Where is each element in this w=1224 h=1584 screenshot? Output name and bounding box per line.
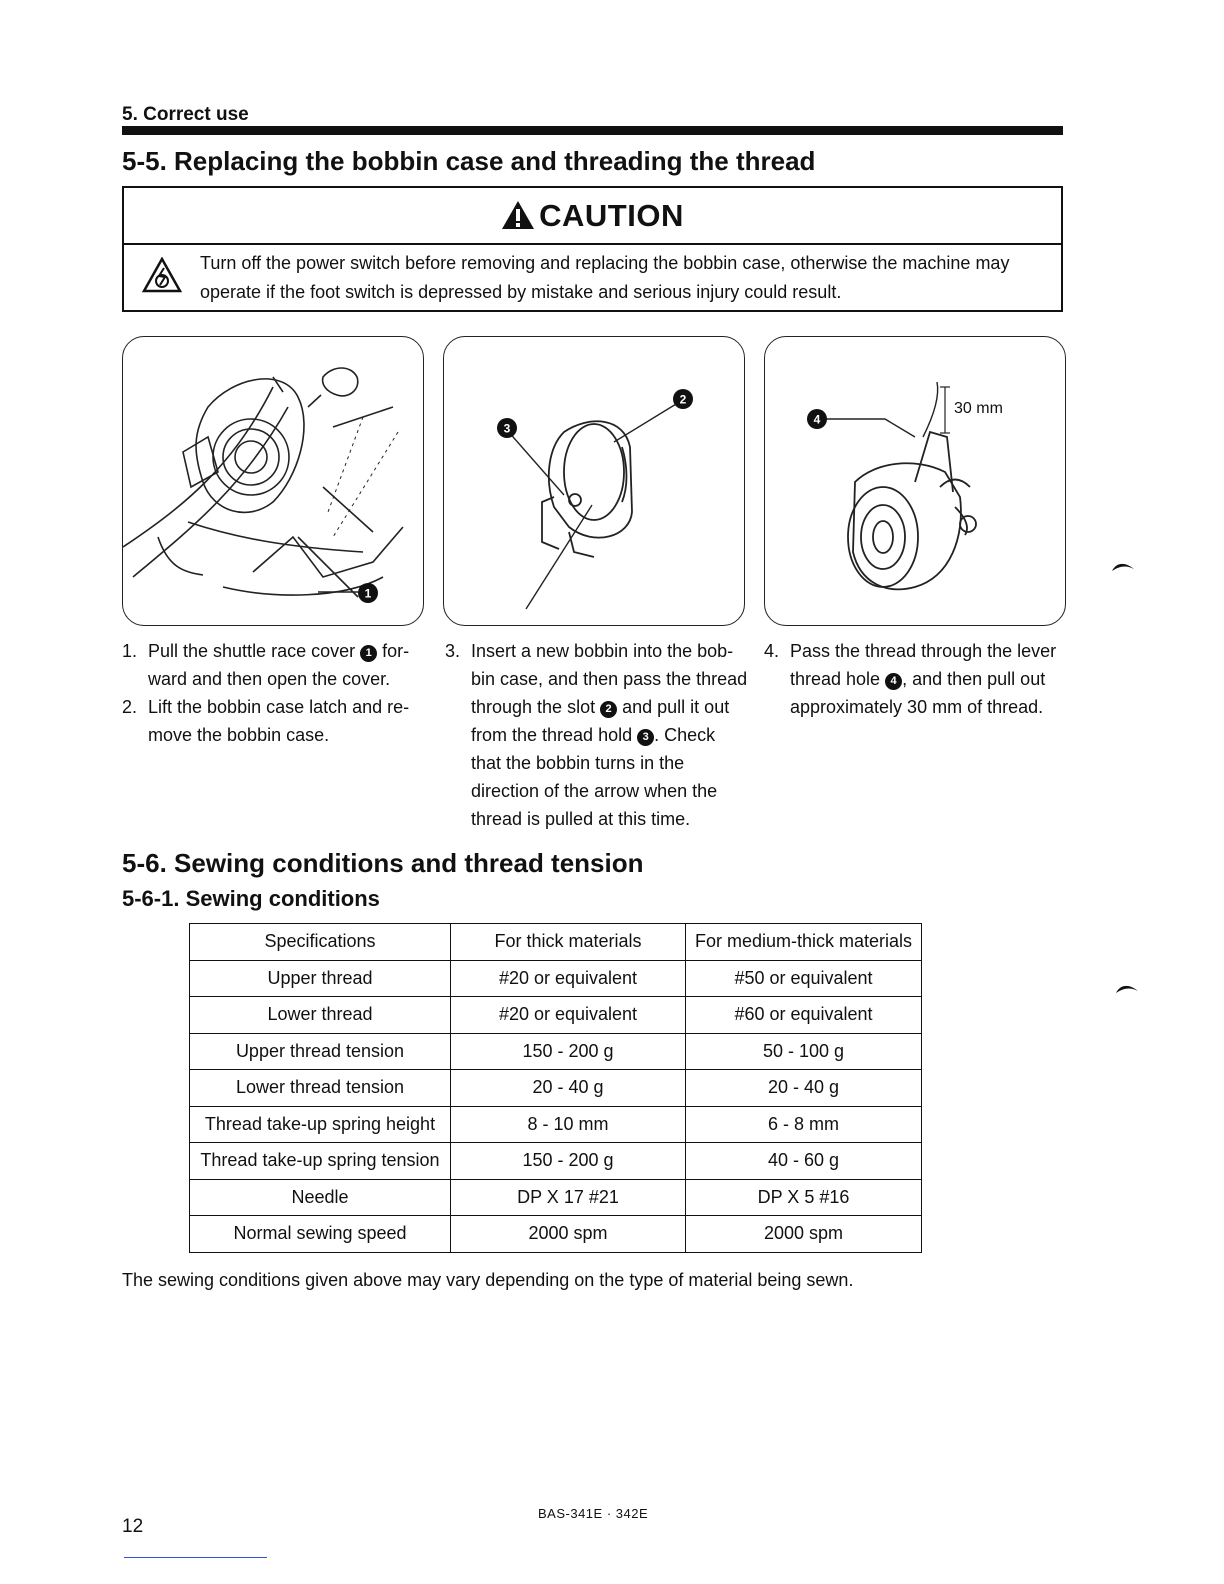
measurement-label: 30 mm xyxy=(954,400,1003,417)
table-cell: Lower thread tension xyxy=(190,1070,451,1107)
bobbin-case-illustration xyxy=(444,337,744,625)
table-row xyxy=(190,997,922,1034)
footer-model: BAS-341E · 342E xyxy=(538,1506,649,1521)
step-1-text-cont: for-ward and then open the cover. xyxy=(148,641,410,689)
caution-title: CAUTION xyxy=(539,198,684,233)
table-cell: 150 - 200 g xyxy=(451,1033,686,1070)
steps-column-3 xyxy=(764,637,1069,721)
shuttle-race-illustration xyxy=(123,337,423,625)
caution-body xyxy=(124,245,1061,310)
table-cell: Upper thread xyxy=(190,960,451,997)
table-row xyxy=(190,1179,922,1216)
step-4-text: Pass the thread through the lever thread hole xyxy=(790,641,1057,689)
caution-box xyxy=(122,186,1063,312)
step-3-text-end: . Check that the bobbin turns in the direction of the arrow when the thread is pulled at this time. xyxy=(471,725,718,829)
callout-badge-1: 1 xyxy=(360,645,377,662)
warning-triangle-icon xyxy=(501,200,535,230)
table-row xyxy=(190,1143,922,1180)
figure-shuttle-race-cover xyxy=(122,336,424,626)
margin-mark-icon xyxy=(1112,561,1134,571)
step-3 xyxy=(445,637,750,833)
step-4 xyxy=(764,637,1069,721)
table-cell: Thread take-up spring height xyxy=(190,1106,451,1143)
table-cell: Upper thread tension xyxy=(190,1033,451,1070)
section-heading: 5-6. Sewing conditions and thread tension xyxy=(122,848,644,878)
step-1-text: Pull the shuttle race cover xyxy=(148,641,356,661)
steps-column-2 xyxy=(445,637,750,833)
table-cell: 8 - 10 mm xyxy=(451,1106,686,1143)
table-cell: 40 - 60 g xyxy=(686,1143,922,1180)
callout-badge-4: 4 xyxy=(885,673,902,690)
figure-lever-thread-hole xyxy=(764,336,1066,626)
table-cell: 150 - 200 g xyxy=(451,1143,686,1180)
table-cell: 20 - 40 g xyxy=(686,1070,922,1107)
caution-text: Turn off the power switch before removing and replacing the bobbin case, otherwise the machine may operate if the foot switch is depressed by mistake and serious injury could result. xyxy=(200,253,1010,302)
step-2-number: 2. xyxy=(122,697,138,717)
table-row xyxy=(190,960,922,997)
steps-column-1 xyxy=(122,637,427,749)
table-header-cell: For thick materials xyxy=(451,924,686,961)
table-cell: #60 or equivalent xyxy=(686,997,922,1034)
table-cell: Normal sewing speed xyxy=(190,1216,451,1253)
section-label: 5. Correct use xyxy=(122,104,249,125)
caution-header xyxy=(124,188,1061,245)
step-4-number: 4. xyxy=(764,641,780,661)
table-note: The sewing conditions given above may vary depending on the type of material being sewn. xyxy=(122,1270,854,1290)
step-2 xyxy=(122,693,427,749)
table-cell: #20 or equivalent xyxy=(451,960,686,997)
step-1-number: 1. xyxy=(122,641,138,661)
table-cell: DP X 5 #16 xyxy=(686,1179,922,1216)
table-row xyxy=(190,1106,922,1143)
table-cell: 6 - 8 mm xyxy=(686,1106,922,1143)
table-cell: Needle xyxy=(190,1179,451,1216)
table-cell: Thread take-up spring tension xyxy=(190,1143,451,1180)
table-header-cell: For medium-thick materials xyxy=(686,924,922,961)
table-row xyxy=(190,1033,922,1070)
table-cell: #20 or equivalent xyxy=(451,997,686,1034)
margin-mark-icon xyxy=(1116,983,1138,993)
table-cell: 20 - 40 g xyxy=(451,1070,686,1107)
table-row xyxy=(190,1216,922,1253)
table-header-row xyxy=(190,924,922,961)
table-row xyxy=(190,1070,922,1107)
figure-callout-4: 4 xyxy=(813,412,821,427)
figure-callout-3: 3 xyxy=(503,421,511,436)
page-number: 12 xyxy=(122,1516,144,1537)
step-1 xyxy=(122,637,427,693)
step-2-text: Lift the bobbin case latch and re-move the bobbin case. xyxy=(148,697,410,745)
table-cell: #50 or equivalent xyxy=(686,960,922,997)
bobbin-thread-illustration xyxy=(765,337,1065,625)
electric-shock-warning-icon xyxy=(142,257,182,293)
page-heading: 5-5. Replacing the bobbin case and threading the thread xyxy=(122,146,816,176)
step-4-text-cont: , and then pull out approximately 30 mm of thread. xyxy=(790,669,1046,717)
figure-callout-2: 2 xyxy=(679,392,687,407)
subsection-heading: 5-6-1. Sewing conditions xyxy=(122,886,380,911)
step-3-text: Insert a new bobbin into the bob-bin case, and then pass the thread through the slot xyxy=(471,641,748,717)
footer-link-rule xyxy=(124,1557,267,1558)
callout-badge-2: 2 xyxy=(600,701,617,718)
table-header-cell: Specifications xyxy=(190,924,451,961)
step-3-text-cont: and pull it out from the thread hold xyxy=(471,697,730,745)
figure-callout-1: 1 xyxy=(364,586,372,601)
figure-bobbin-case-slot xyxy=(443,336,745,626)
table-cell: DP X 17 #21 xyxy=(451,1179,686,1216)
callout-badge-3: 3 xyxy=(637,729,654,746)
header-rule xyxy=(122,126,1063,135)
sewing-conditions-table xyxy=(189,923,922,1253)
table-cell: 2000 spm xyxy=(686,1216,922,1253)
table-cell: Lower thread xyxy=(190,997,451,1034)
step-3-number: 3. xyxy=(445,641,461,661)
table-cell: 2000 spm xyxy=(451,1216,686,1253)
table-cell: 50 - 100 g xyxy=(686,1033,922,1070)
